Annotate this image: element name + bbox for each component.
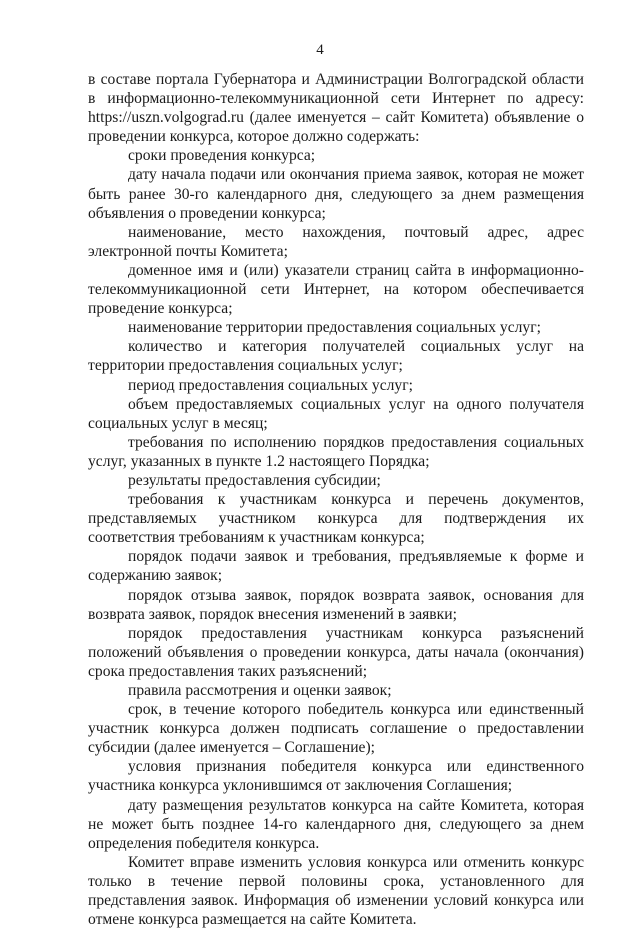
paragraph: условия признания победителя конкурса или единственного участника конкурса уклонившимся от заключения Соглашения; [88,758,584,795]
paragraph: дату размещения результатов конкурса на сайте Комитета, которая не может быть позднее 14-го календарного дня, следующего за днем определения победителя конкурса. [88,796,584,852]
paragraph: результаты предоставления субсидии; [128,471,381,489]
paragraph: наименование территории предоставления социальных услуг; [128,319,541,337]
paragraph: доменное имя и (или) указатели страниц сайта в информационно-телекоммуникационной сети Интернет, на котором обеспечивается проведение конкурса; [88,261,584,318]
paragraph: порядок предоставления участникам конкурса разъяснений положений объявления о проведении конкурса, даты начала (окончания) срока предоставления таких разъяснений; [88,624,584,680]
paragraph: порядок отзыва заявок, порядок возврата заявок, основания для возврата заявок, порядок внесения изменений в заявки; [88,586,584,623]
paragraph: объем предоставляемых социальных услуг на одного получателя социальных услуг в месяц; [88,395,584,432]
paragraph: срок, в течение которого победитель конкурса или единственный участник конкурса должен подписать соглашение о предоставлении субсидии (далее именуется – Соглашение); [88,701,584,757]
paragraph: Комитет вправе изменить условия конкурса или отменить конкурс только в течение первой половины срока, установленного для представления заявок. Информация об изменении условий конкурса или отмене конкурса размещается на сайте Комитета. [88,853,584,929]
paragraph: требования по исполнению порядков предоставления социальных услуг, указанных в пункте 1.2 настоящего Порядка; [88,433,584,470]
paragraph: период предоставления социальных услуг; [128,376,413,394]
paragraph: требования к участникам конкурса и перечень документов, представляемых участником конкурса для подтверждения их соответствия требованиям к участникам конкурса; [88,491,584,547]
document-body [88,70,584,929]
paragraph: правила рассмотрения и оценки заявок; [128,682,392,699]
paragraph: порядок подачи заявок и требования, предъявляемые к форме и содержанию заявок; [88,548,584,585]
page-number: 4 [316,42,324,58]
paragraph: дату начала подачи или окончания приема заявок, которая не может быть ранее 30-го календарного дня, следующего за днем размещения объявления о проведении конкурса; [88,166,584,222]
paragraph: в составе портала Губернатора и Администрации Волгоградской области в информационно-телекоммуникационной сети Интернет по адресу: https://uszn.volgograd.ru (далее именуется – сайт Комитета) объявление о проведении конкурса, которое должно содержать: [88,71,584,146]
paragraph: количество и категория получателей социальных услуг на территории предоставления социальных услуг; [88,338,584,375]
paragraph: наименование, место нахождения, почтовый адрес, адрес электронной почты Комитета; [88,223,584,260]
paragraph: сроки проведения конкурса; [128,147,316,165]
